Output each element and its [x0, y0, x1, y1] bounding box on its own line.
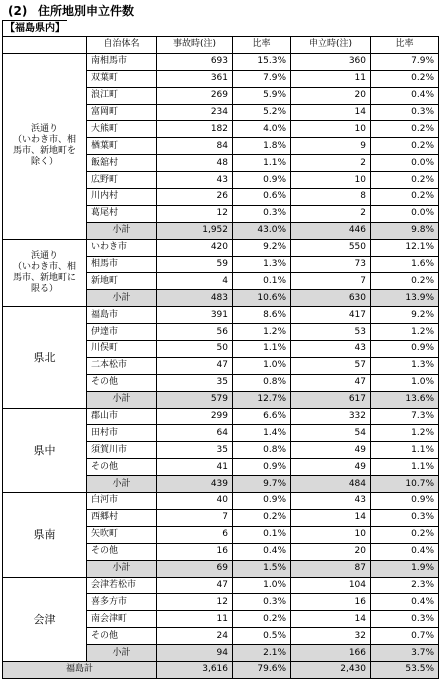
filing-ratio: 2.3%	[371, 577, 439, 594]
table-row	[3, 53, 439, 70]
filing-ratio: 0.7%	[371, 628, 439, 645]
accident-ratio: 5.2%	[233, 104, 291, 121]
subtotal-label: 小計	[87, 560, 157, 577]
accident-count: 11	[157, 611, 233, 628]
filing-ratio: 1.3%	[371, 357, 439, 374]
accident-ratio: 1.0%	[233, 577, 291, 594]
filing-ratio: 0.3%	[371, 611, 439, 628]
table-row	[3, 239, 439, 256]
accident-count: 299	[157, 408, 233, 425]
subtotal-accident-ratio: 12.7%	[233, 391, 291, 408]
filing-count: 11	[291, 70, 371, 87]
accident-ratio: 0.6%	[233, 189, 291, 206]
accident-count: 693	[157, 53, 233, 70]
accident-ratio: 6.6%	[233, 408, 291, 425]
region-label-line: 浜通り	[30, 124, 58, 135]
municipality-name: 伊達市	[87, 324, 157, 341]
accident-count: 40	[157, 493, 233, 510]
accident-count: 47	[157, 577, 233, 594]
filing-ratio: 0.4%	[371, 543, 439, 560]
subtotal-accident-ratio: 10.6%	[233, 290, 291, 307]
accident-count: 35	[157, 442, 233, 459]
subtotal-accident-ratio: 2.1%	[233, 645, 291, 662]
accident-count: 24	[157, 628, 233, 645]
prefecture-label: 【福島県内】	[2, 20, 67, 36]
municipality-name: 喜多方市	[87, 594, 157, 611]
accident-count: 391	[157, 307, 233, 324]
filing-ratio: 1.1%	[371, 459, 439, 476]
filing-ratio: 9.2%	[371, 307, 439, 324]
accident-ratio: 0.3%	[233, 594, 291, 611]
header-accident-time: 事故時(注)	[157, 37, 233, 54]
region-label-line: 県中	[33, 443, 56, 457]
filing-ratio: 1.0%	[371, 374, 439, 391]
filing-ratio: 0.2%	[371, 189, 439, 206]
accident-count: 7	[157, 509, 233, 526]
municipality-name: いわき市	[87, 239, 157, 256]
filing-ratio: 0.9%	[371, 493, 439, 510]
accident-ratio: 1.2%	[233, 324, 291, 341]
filing-ratio: 0.3%	[371, 104, 439, 121]
subtotal-filing-ratio: 9.8%	[371, 222, 439, 239]
subtotal-filing: 166	[291, 645, 371, 662]
filing-count: 53	[291, 324, 371, 341]
accident-ratio: 7.9%	[233, 70, 291, 87]
region-label-line: （いわき市、相	[12, 261, 76, 272]
accident-count: 6	[157, 526, 233, 543]
accident-count: 420	[157, 239, 233, 256]
filing-count: 32	[291, 628, 371, 645]
region-label	[3, 493, 87, 577]
accident-ratio: 1.1%	[233, 341, 291, 358]
filing-ratio: 0.4%	[371, 87, 439, 104]
filing-count: 16	[291, 594, 371, 611]
accident-count: 269	[157, 87, 233, 104]
municipality-name: 白河市	[87, 493, 157, 510]
accident-count: 43	[157, 172, 233, 189]
municipality-name: その他	[87, 628, 157, 645]
region-label-line: 馬市、新地町を	[12, 146, 76, 157]
subtotal-accident: 94	[157, 645, 233, 662]
municipality-name: 相馬市	[87, 256, 157, 273]
region-label	[3, 408, 87, 492]
accident-count: 47	[157, 357, 233, 374]
accident-count: 4	[157, 273, 233, 290]
filing-ratio: 1.2%	[371, 425, 439, 442]
subtotal-accident-ratio: 1.5%	[233, 560, 291, 577]
accident-count: 41	[157, 459, 233, 476]
filing-ratio: 1.2%	[371, 324, 439, 341]
filing-count: 8	[291, 189, 371, 206]
header-filing-ratio: 比率	[371, 37, 439, 54]
region-label-line: （いわき市、相	[12, 135, 76, 146]
filing-count: 47	[291, 374, 371, 391]
filing-ratio: 12.1%	[371, 239, 439, 256]
claims-table	[2, 36, 439, 679]
total-filing-ratio: 53.5%	[371, 661, 439, 678]
subtotal-accident: 439	[157, 476, 233, 493]
municipality-name: 田村市	[87, 425, 157, 442]
filing-count: 54	[291, 425, 371, 442]
municipality-name: 飯舘村	[87, 155, 157, 172]
subtotal-filing: 617	[291, 391, 371, 408]
filing-count: 9	[291, 138, 371, 155]
header-region-cell	[3, 37, 87, 54]
subtotal-filing-ratio: 1.9%	[371, 560, 439, 577]
filing-count: 2	[291, 205, 371, 222]
municipality-name: 川内村	[87, 189, 157, 206]
filing-ratio: 1.1%	[371, 442, 439, 459]
region-label-line: 県北	[33, 350, 56, 364]
header-filing-time: 申立時(注)	[291, 37, 371, 54]
accident-ratio: 8.6%	[233, 307, 291, 324]
municipality-name: 福島市	[87, 307, 157, 324]
accident-ratio: 0.3%	[233, 205, 291, 222]
subtotal-accident: 579	[157, 391, 233, 408]
region-label-line: 馬市、新地町に	[12, 272, 76, 283]
subtotal-label: 小計	[87, 391, 157, 408]
accident-ratio: 0.9%	[233, 459, 291, 476]
accident-ratio: 0.8%	[233, 442, 291, 459]
subtotal-accident-ratio: 43.0%	[233, 222, 291, 239]
subtotal-accident: 1,952	[157, 222, 233, 239]
subtotal-filing: 87	[291, 560, 371, 577]
accident-ratio: 0.1%	[233, 273, 291, 290]
region-label	[3, 307, 87, 408]
accident-count: 48	[157, 155, 233, 172]
municipality-name: 南会津町	[87, 611, 157, 628]
filing-count: 43	[291, 493, 371, 510]
filing-count: 10	[291, 526, 371, 543]
municipality-name: 二本松市	[87, 357, 157, 374]
section-number: (2)	[8, 4, 28, 18]
filing-count: 10	[291, 121, 371, 138]
region-label	[3, 239, 87, 307]
accident-ratio: 1.3%	[233, 256, 291, 273]
accident-ratio: 5.9%	[233, 87, 291, 104]
filing-ratio: 0.3%	[371, 509, 439, 526]
accident-count: 182	[157, 121, 233, 138]
accident-count: 361	[157, 70, 233, 87]
subtotal-filing: 446	[291, 222, 371, 239]
table-body	[3, 53, 439, 678]
filing-count: 49	[291, 459, 371, 476]
total-filing: 2,430	[291, 661, 371, 678]
region-label-line: 県南	[33, 528, 56, 542]
total-accident-ratio: 79.6%	[233, 661, 291, 678]
accident-ratio: 15.3%	[233, 53, 291, 70]
municipality-name: その他	[87, 459, 157, 476]
filing-ratio: 1.6%	[371, 256, 439, 273]
region-label-line: 限る）	[30, 283, 58, 294]
subtotal-label: 小計	[87, 222, 157, 239]
filing-ratio: 0.2%	[371, 526, 439, 543]
municipality-name: 葛尾村	[87, 205, 157, 222]
accident-ratio: 1.1%	[233, 155, 291, 172]
accident-count: 35	[157, 374, 233, 391]
region-label-line: 会津	[33, 612, 56, 626]
filing-count: 57	[291, 357, 371, 374]
accident-ratio: 0.1%	[233, 526, 291, 543]
region-label-line: 浜通り	[30, 250, 58, 261]
section-title: 住所地別申立件数	[38, 4, 135, 18]
accident-count: 59	[157, 256, 233, 273]
filing-ratio: 0.0%	[371, 155, 439, 172]
accident-count: 16	[157, 543, 233, 560]
accident-ratio: 9.2%	[233, 239, 291, 256]
municipality-name: 南相馬市	[87, 53, 157, 70]
municipality-name: その他	[87, 374, 157, 391]
municipality-name: 富岡町	[87, 104, 157, 121]
filing-count: 2	[291, 155, 371, 172]
table-row	[3, 577, 439, 594]
accident-ratio: 1.8%	[233, 138, 291, 155]
accident-count: 26	[157, 189, 233, 206]
filing-count: 360	[291, 53, 371, 70]
accident-ratio: 0.9%	[233, 493, 291, 510]
filing-ratio: 0.4%	[371, 594, 439, 611]
accident-ratio: 0.2%	[233, 611, 291, 628]
subtotal-label: 小計	[87, 290, 157, 307]
filing-count: 417	[291, 307, 371, 324]
accident-ratio: 0.9%	[233, 172, 291, 189]
filing-count: 20	[291, 87, 371, 104]
section-heading	[8, 2, 134, 19]
municipality-name: 須賀川市	[87, 442, 157, 459]
filing-ratio: 0.2%	[371, 172, 439, 189]
municipality-name: 楢葉町	[87, 138, 157, 155]
filing-count: 43	[291, 341, 371, 358]
filing-count: 14	[291, 104, 371, 121]
accident-count: 12	[157, 205, 233, 222]
municipality-name: 矢吹町	[87, 526, 157, 543]
subtotal-filing: 630	[291, 290, 371, 307]
filing-count: 14	[291, 611, 371, 628]
filing-count: 73	[291, 256, 371, 273]
filing-count: 332	[291, 408, 371, 425]
filing-ratio: 7.3%	[371, 408, 439, 425]
municipality-name: 新地町	[87, 273, 157, 290]
header-accident-ratio: 比率	[233, 37, 291, 54]
filing-count: 550	[291, 239, 371, 256]
filing-count: 10	[291, 172, 371, 189]
accident-count: 50	[157, 341, 233, 358]
municipality-name: 郡山市	[87, 408, 157, 425]
municipality-name: 大熊町	[87, 121, 157, 138]
subtotal-accident-ratio: 9.7%	[233, 476, 291, 493]
grand-total-label: 福島計	[3, 661, 157, 678]
filing-count: 14	[291, 509, 371, 526]
filing-count: 20	[291, 543, 371, 560]
accident-ratio: 0.8%	[233, 374, 291, 391]
subtotal-accident: 483	[157, 290, 233, 307]
subtotal-filing-ratio: 13.9%	[371, 290, 439, 307]
grand-total-row	[3, 661, 439, 678]
filing-ratio: 0.2%	[371, 70, 439, 87]
filing-count: 7	[291, 273, 371, 290]
table-row	[3, 408, 439, 425]
filing-ratio: 0.0%	[371, 205, 439, 222]
filing-ratio: 0.2%	[371, 121, 439, 138]
filing-ratio: 7.9%	[371, 53, 439, 70]
municipality-name: 川俣町	[87, 341, 157, 358]
accident-ratio: 0.2%	[233, 509, 291, 526]
municipality-name: 西郷村	[87, 509, 157, 526]
accident-ratio: 1.0%	[233, 357, 291, 374]
accident-ratio: 0.5%	[233, 628, 291, 645]
subtotal-label: 小計	[87, 645, 157, 662]
table-row	[3, 307, 439, 324]
filing-ratio: 0.2%	[371, 138, 439, 155]
region-label	[3, 577, 87, 661]
accident-count: 84	[157, 138, 233, 155]
municipality-name: その他	[87, 543, 157, 560]
subtotal-label: 小計	[87, 476, 157, 493]
filing-ratio: 0.9%	[371, 341, 439, 358]
region-label-line: 除く）	[30, 157, 58, 168]
municipality-name: 広野町	[87, 172, 157, 189]
municipality-name: 双葉町	[87, 70, 157, 87]
municipality-name: 浪江町	[87, 87, 157, 104]
table-row	[3, 493, 439, 510]
filing-count: 49	[291, 442, 371, 459]
accident-ratio: 0.4%	[233, 543, 291, 560]
filing-ratio: 0.2%	[371, 273, 439, 290]
accident-count: 234	[157, 104, 233, 121]
header-municipality: 自治体名	[87, 37, 157, 54]
accident-count: 12	[157, 594, 233, 611]
subtotal-filing-ratio: 3.7%	[371, 645, 439, 662]
accident-ratio: 4.0%	[233, 121, 291, 138]
subtotal-filing: 484	[291, 476, 371, 493]
header-row	[3, 37, 439, 54]
municipality-name: 会津若松市	[87, 577, 157, 594]
accident-count: 56	[157, 324, 233, 341]
accident-ratio: 1.4%	[233, 425, 291, 442]
filing-count: 104	[291, 577, 371, 594]
region-label	[3, 53, 87, 239]
subtotal-accident: 69	[157, 560, 233, 577]
subtotal-filing-ratio: 10.7%	[371, 476, 439, 493]
accident-count: 64	[157, 425, 233, 442]
subtotal-filing-ratio: 13.6%	[371, 391, 439, 408]
total-accident: 3,616	[157, 661, 233, 678]
